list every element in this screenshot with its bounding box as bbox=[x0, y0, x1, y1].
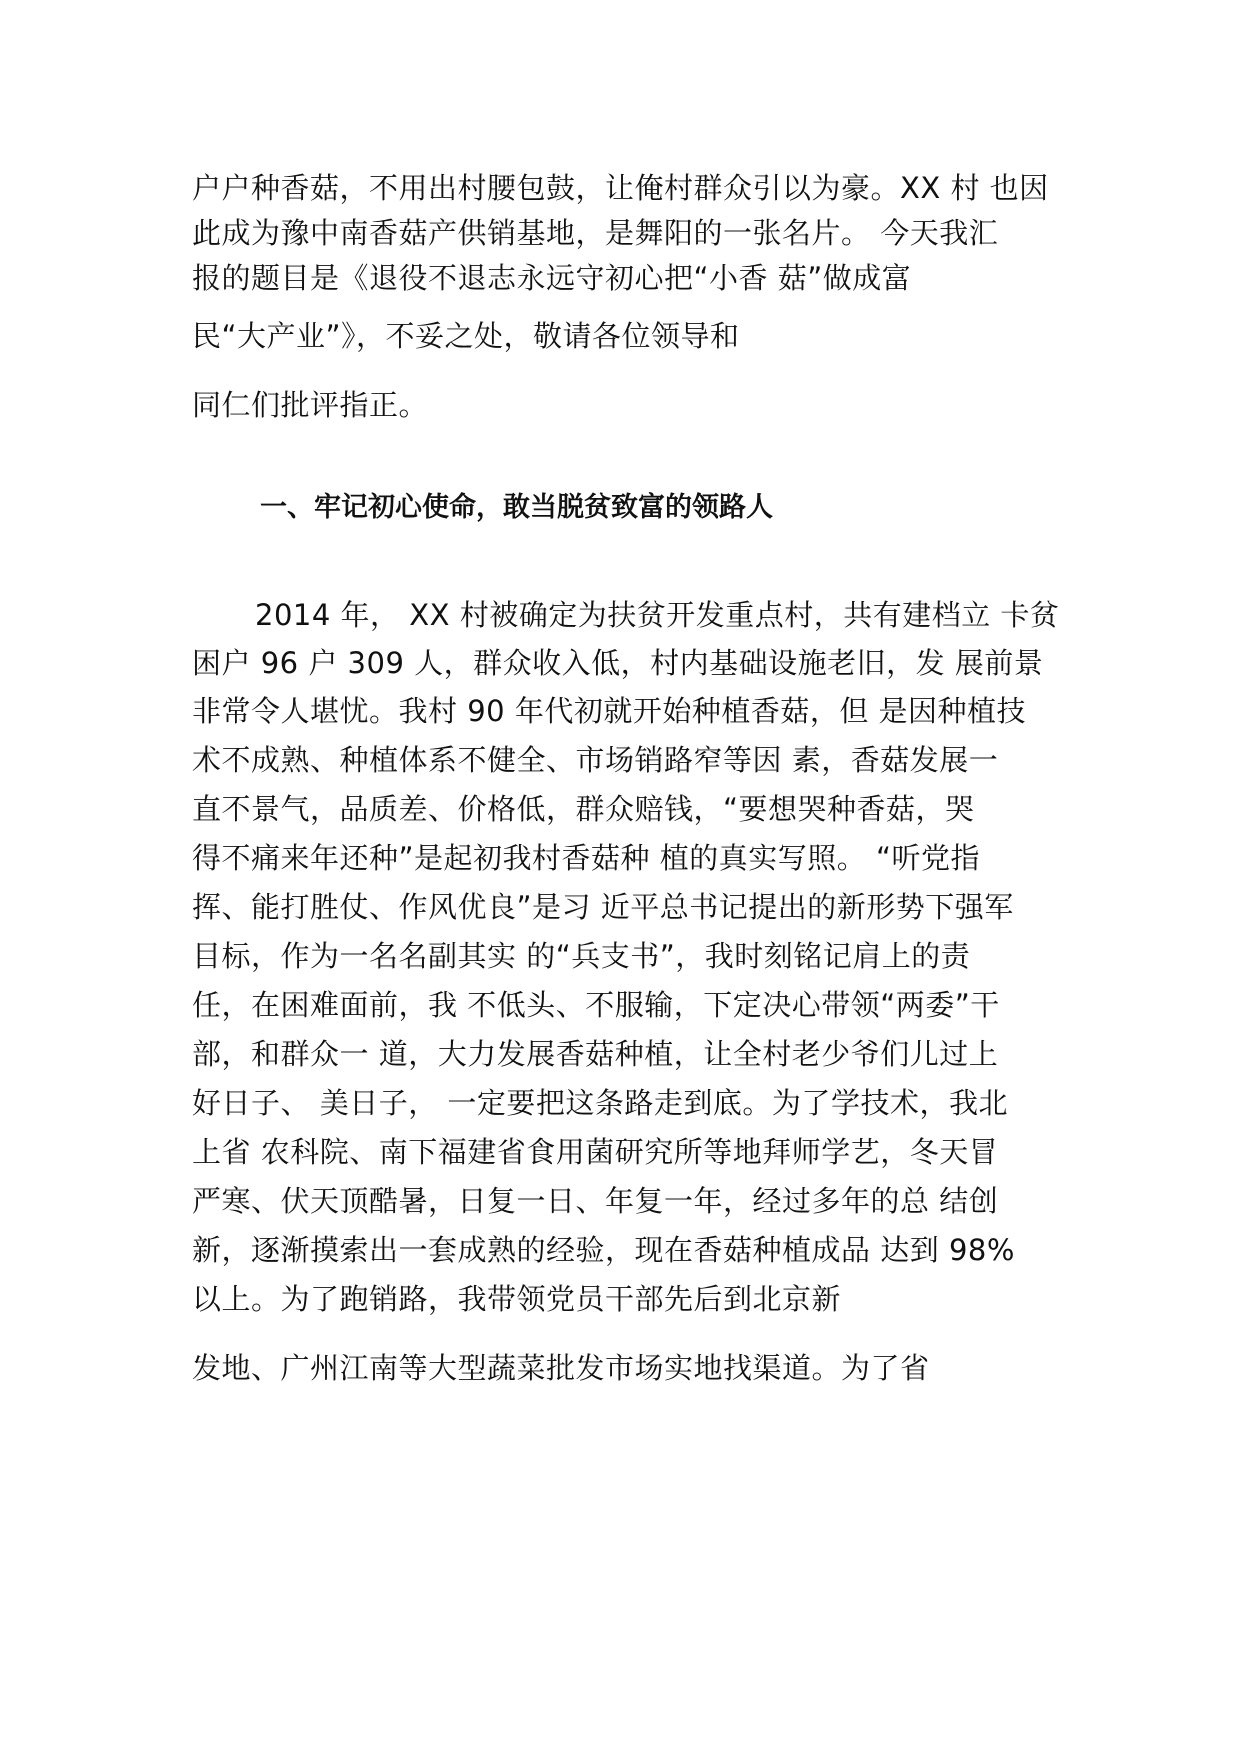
intro-line-2: 此成为豫中南香菇产供销基地，是舞阳的一张名片。 今天我汇 bbox=[192, 216, 999, 250]
intro-line-5: 同仁们批评指正。 bbox=[192, 388, 429, 422]
intro-line-4: 民“大产业”》，不妥之处，敬请各位领导和 bbox=[192, 319, 740, 353]
body-line-1: 2014 年， XX 村被确定为扶贫开发重点村，共有建档立 卡贫 bbox=[255, 598, 1060, 632]
body-line-6: 得不痛来年还种”是起初我村香菇种 植的真实写照。 “听党指 bbox=[192, 841, 980, 875]
body-line-12: 上省 农科院、南下福建省食用菌研究所等地拜师学艺，冬天冒 bbox=[192, 1135, 999, 1169]
body-line-13: 严寒、伏天顶酷暑，日复一日、年复一年，经过多年的总 结创 bbox=[192, 1184, 999, 1218]
intro-line-1: 户户种香菇，不用出村腰包鼓，让俺村群众引以为豪。XX 村 也因 bbox=[192, 171, 1049, 205]
body-line-5: 直不景气，品质差、价格低，群众赔钱，“要想哭种香菇，哭 bbox=[192, 792, 975, 826]
body-line-9: 任，在困难面前，我 不低头、不服输，下定决心带领“两委”干 bbox=[192, 988, 1000, 1022]
intro-line-3: 报的题目是《退役不退志永远守初心把“小香 菇”做成富 bbox=[192, 261, 912, 295]
body-line-3: 非常令人堪忧。我村 90 年代初就开始种植香菇，但 是因种植技 bbox=[192, 694, 1027, 728]
body-line-10: 部，和群众一 道，大力发展香菇种植，让全村老少爷们儿过上 bbox=[192, 1037, 999, 1071]
body-line-7: 挥、能打胜仗、作风优良”是习 近平总书记提出的新形势下强军 bbox=[192, 890, 1014, 924]
body-line-2: 困户 96 户 309 人，群众收入低，村内基础设施老旧，发 展前景 bbox=[192, 646, 1044, 680]
section-heading: 一、牢记初心使命，敢当脱贫致富的领路人 bbox=[260, 492, 773, 523]
body-line-8: 目标，作为一名名副其实 的“兵支书”，我时刻铭记肩上的责 bbox=[192, 939, 971, 973]
body-line-11: 好日子、 美日子， 一定要把这条路走到底。为了学技术，我北 bbox=[192, 1086, 1008, 1120]
body-line-15: 以上。为了跑销路，我带领党员干部先后到北京新 bbox=[192, 1282, 842, 1316]
body-line-16: 发地、广州江南等大型蔬菜批发市场实地找渠道。为了省 bbox=[192, 1351, 930, 1385]
body-line-14: 新，逐渐摸索出一套成熟的经验，现在香菇种植成品 达到 98% bbox=[192, 1233, 1015, 1267]
body-line-4: 术不成熟、种植体系不健全、市场销路窄等因 素，香菇发展一 bbox=[192, 743, 999, 777]
